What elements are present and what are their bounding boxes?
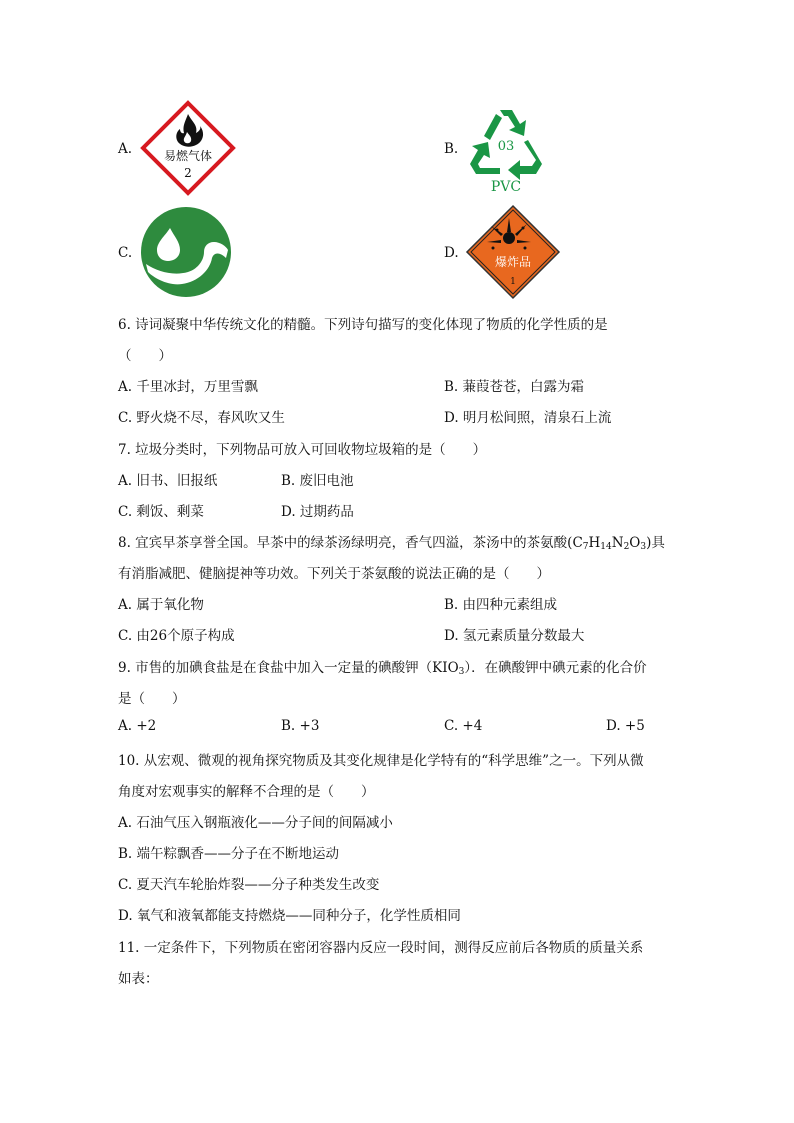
recycle-pvc-icon — [462, 100, 550, 196]
q11-stem: 11. 一定条件下，下列物质在密闭容器内反应一段时间，测得反应前后各物质的质量关系 — [118, 940, 644, 956]
q8-stem — [118, 531, 665, 552]
q10-option-c: C. 夏天汽车轮胎炸裂——分子种类发生改变 — [118, 877, 380, 893]
hazard-a-label: 易燃气体 — [163, 149, 213, 163]
option-b-letter: B. — [444, 141, 459, 157]
q8-line2: 有消脂减肥、健脑提神等功效。下列关于茶氨酸的说法正确的是（ ） — [118, 566, 550, 582]
q9-option-b: B. +3 — [281, 718, 320, 734]
q9-line2: 是（ ） — [118, 691, 186, 707]
q7-option-a: A. 旧书、旧报纸 — [118, 473, 218, 489]
q7-stem: 7. 垃圾分类时，下列物品可放入可回收物垃圾箱的是（ ） — [118, 442, 487, 458]
recycle-code: 03 — [497, 139, 515, 154]
q8-option-d: D. 氢元素质量分数最大 — [444, 628, 585, 644]
q6-option-b: B. 蒹葭苍苍，白露为霜 — [444, 379, 585, 395]
hazard-a-class: 2 — [184, 166, 192, 180]
q10-stem: 10. 从宏观、微观的视角探究物质及其变化规律是化学特有的“科学思维”之一。下列从微 — [118, 753, 644, 769]
q8-option-b: B. 由四种元素组成 — [444, 597, 558, 613]
q9-stem-pre: 9. 市售的加碘食盐是在食盐中加入一定量的碘酸钾（KIO — [118, 660, 459, 676]
explosive-hazard-icon — [465, 204, 561, 300]
q11-line2: 如表： — [118, 971, 159, 987]
q10-option-b: B. 端午粽飘香——分子在不断地运动 — [118, 846, 340, 862]
option-d-letter: D. — [444, 245, 459, 261]
q10-option-a: A. 石油气压入钢瓶液化——分子间的间隔减小 — [118, 815, 393, 831]
q8-option-c: C. 由26个原子构成 — [118, 628, 235, 644]
q6-paren: （ ） — [118, 348, 172, 364]
option-a-letter: A. — [118, 141, 133, 157]
q6-option-d: D. 明月松间照，清泉石上流 — [444, 410, 612, 426]
option-c-letter: C. — [118, 245, 133, 261]
recycle-label: PVC — [490, 179, 522, 195]
q10-option-d: D. 氧气和液氧都能支持燃烧——同种分子，化学性质相同 — [118, 908, 461, 924]
q6-option-a: A. 千里冰封，万里雪飘 — [118, 379, 258, 395]
flammable-gas-hazard-icon — [140, 100, 236, 196]
q9-subscript: 3 — [458, 667, 465, 677]
q6-stem: 6. 诗词凝聚中华传统文化的精髓。下列诗句描写的变化体现了物质的化学性质的是 — [118, 317, 608, 333]
theanine-formula: $C_7H_{14}N_2O_3$ — [572, 535, 647, 552]
q9-option-a: A. +2 — [118, 718, 157, 734]
q7-option-c: C. 剩饭、剩菜 — [118, 504, 204, 520]
q9-option-c: C. +4 — [444, 718, 483, 734]
q8-option-a: A. 属于氧化物 — [118, 597, 204, 613]
q8-stem-pre: 8. 宜宾早茶享誉全国。早茶中的绿茶汤绿明亮，香气四溢，茶汤中的茶氨酸( — [118, 535, 573, 551]
q9-stem-post: ）．在碘酸钾中碘元素的化合价 — [464, 660, 647, 676]
q9-option-d: D. +5 — [606, 718, 645, 734]
q9-stem — [118, 656, 647, 677]
hazard-d-class: 1 — [510, 277, 516, 287]
q6-option-c: C. 野火烧不尽，春风吹又生 — [118, 410, 285, 426]
q7-option-b: B. 废旧电池 — [281, 473, 354, 489]
q7-option-d: D. 过期药品 — [281, 504, 354, 520]
q10-line2: 角度对宏观事实的解释不合理的是（ ） — [118, 784, 375, 800]
water-saving-icon — [140, 206, 232, 298]
q8-stem-post: )具 — [646, 535, 665, 551]
hazard-d-label: 爆炸品 — [494, 255, 532, 269]
